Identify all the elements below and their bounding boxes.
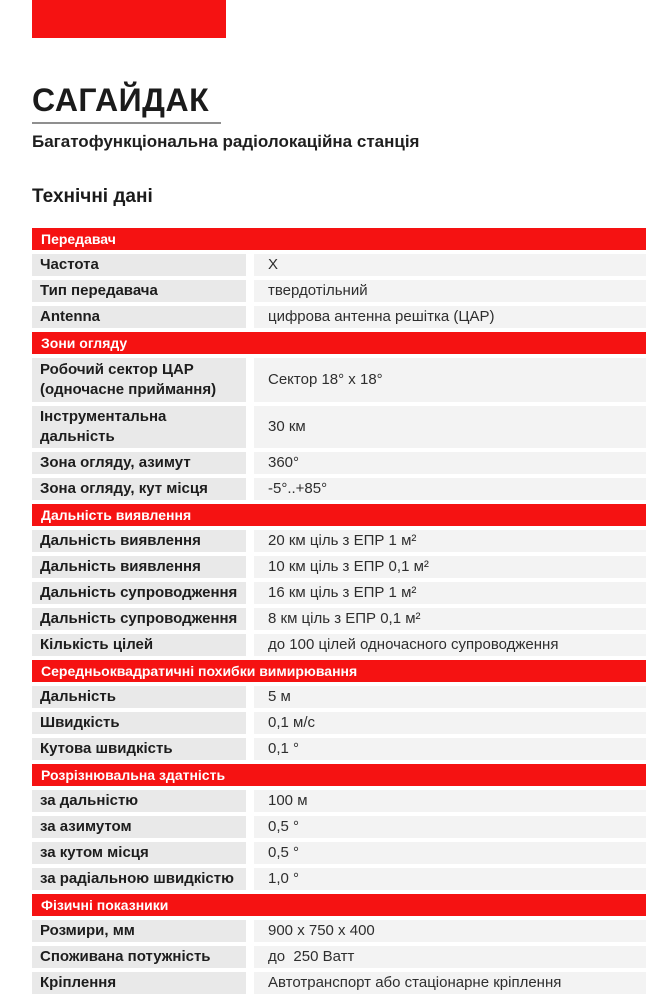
table-row (32, 712, 646, 734)
row-label: Дальність виявлення (32, 556, 246, 578)
row-value: цифрова антенна решітка (ЦАР) (254, 306, 646, 328)
row-value: твердотільний (254, 280, 646, 302)
section-header: Середньоквадратичні похибки вимирювання (32, 660, 646, 682)
row-label: Дальність супроводження (32, 582, 246, 604)
table-row (32, 972, 646, 994)
table-section-rms-errors (32, 660, 646, 760)
table-section-coverage-zones (32, 332, 646, 500)
row-label: Робочий сектор ЦАР (одночасне приймання) (32, 358, 246, 402)
row-value: до 250 Ватт (254, 946, 646, 968)
table-section-physical (32, 894, 646, 994)
page-title: САГАЙДАК (32, 84, 221, 124)
spec-table (32, 228, 646, 994)
table-row (32, 738, 646, 760)
row-label: Зона огляду, азимут (32, 452, 246, 474)
row-label: Швидкість (32, 712, 246, 734)
row-label: Розмири, мм (32, 920, 246, 942)
row-value: Автотранспорт або стаціонарне кріплення (254, 972, 646, 994)
row-value: 0,5 ° (254, 816, 646, 838)
table-row (32, 920, 646, 942)
section-header: Фізичні показники (32, 894, 646, 916)
row-label: Тип передавача (32, 280, 246, 302)
table-row (32, 406, 646, 448)
section-header: Зони огляду (32, 332, 646, 354)
row-value: X (254, 254, 646, 276)
table-row (32, 816, 646, 838)
table-row (32, 582, 646, 604)
row-label: Зона огляду, кут місця (32, 478, 246, 500)
table-row (32, 686, 646, 708)
table-section-transmitter (32, 228, 646, 328)
table-row (32, 868, 646, 890)
row-value: 0,5 ° (254, 842, 646, 864)
section-header: Передавач (32, 228, 646, 250)
table-section-resolution (32, 764, 646, 890)
row-label: Споживана потужність (32, 946, 246, 968)
row-label: за дальністю (32, 790, 246, 812)
table-row (32, 790, 646, 812)
row-label: Дальність супроводження (32, 608, 246, 630)
table-row (32, 842, 646, 864)
row-value: до 100 цілей одночасного супроводження (254, 634, 646, 656)
row-value: 1,0 ° (254, 868, 646, 890)
table-row (32, 634, 646, 656)
row-value: 20 км ціль з ЕПР 1 м² (254, 530, 646, 552)
row-label: Antenna (32, 306, 246, 328)
row-value: Сектор 18° x 18° (254, 358, 646, 402)
row-value: -5°..+85° (254, 478, 646, 500)
row-label: Інструментальна дальність (32, 406, 246, 448)
page-subtitle: Багатофункціональна радіолокаційна станція (32, 131, 420, 151)
row-label: Кількість цілей (32, 634, 246, 656)
row-label: Частота (32, 254, 246, 276)
table-row (32, 280, 646, 302)
table-row (32, 452, 646, 474)
technical-data-heading: Технічні дані (32, 185, 153, 207)
brand-logo-block (32, 0, 226, 38)
table-row (32, 946, 646, 968)
row-value: 30 км (254, 406, 646, 448)
row-value: 5 м (254, 686, 646, 708)
title-wrap (32, 84, 646, 124)
table-row (32, 608, 646, 630)
row-label: Дальність (32, 686, 246, 708)
table-section-detection-range (32, 504, 646, 656)
row-value: 0,1 ° (254, 738, 646, 760)
row-label: Дальність виявлення (32, 530, 246, 552)
row-value: 360° (254, 452, 646, 474)
row-value: 10 км ціль з ЕПР 0,1 м² (254, 556, 646, 578)
row-label: Кутова швидкість (32, 738, 246, 760)
row-value: 16 км ціль з ЕПР 1 м² (254, 582, 646, 604)
section-header: Розрізнювальна здатність (32, 764, 646, 786)
table-row (32, 556, 646, 578)
row-label: Кріплення (32, 972, 246, 994)
row-label: за радіальною швидкістю (32, 868, 246, 890)
row-value: 8 км ціль з ЕПР 0,1 м² (254, 608, 646, 630)
section-header: Дальність виявлення (32, 504, 646, 526)
table-row (32, 530, 646, 552)
table-row (32, 358, 646, 402)
table-row (32, 306, 646, 328)
row-label: за кутом місця (32, 842, 246, 864)
row-label: за азимутом (32, 816, 246, 838)
table-row (32, 478, 646, 500)
row-value: 100 м (254, 790, 646, 812)
table-row (32, 254, 646, 276)
row-value: 0,1 м/с (254, 712, 646, 734)
row-value: 900 x 750 x 400 (254, 920, 646, 942)
